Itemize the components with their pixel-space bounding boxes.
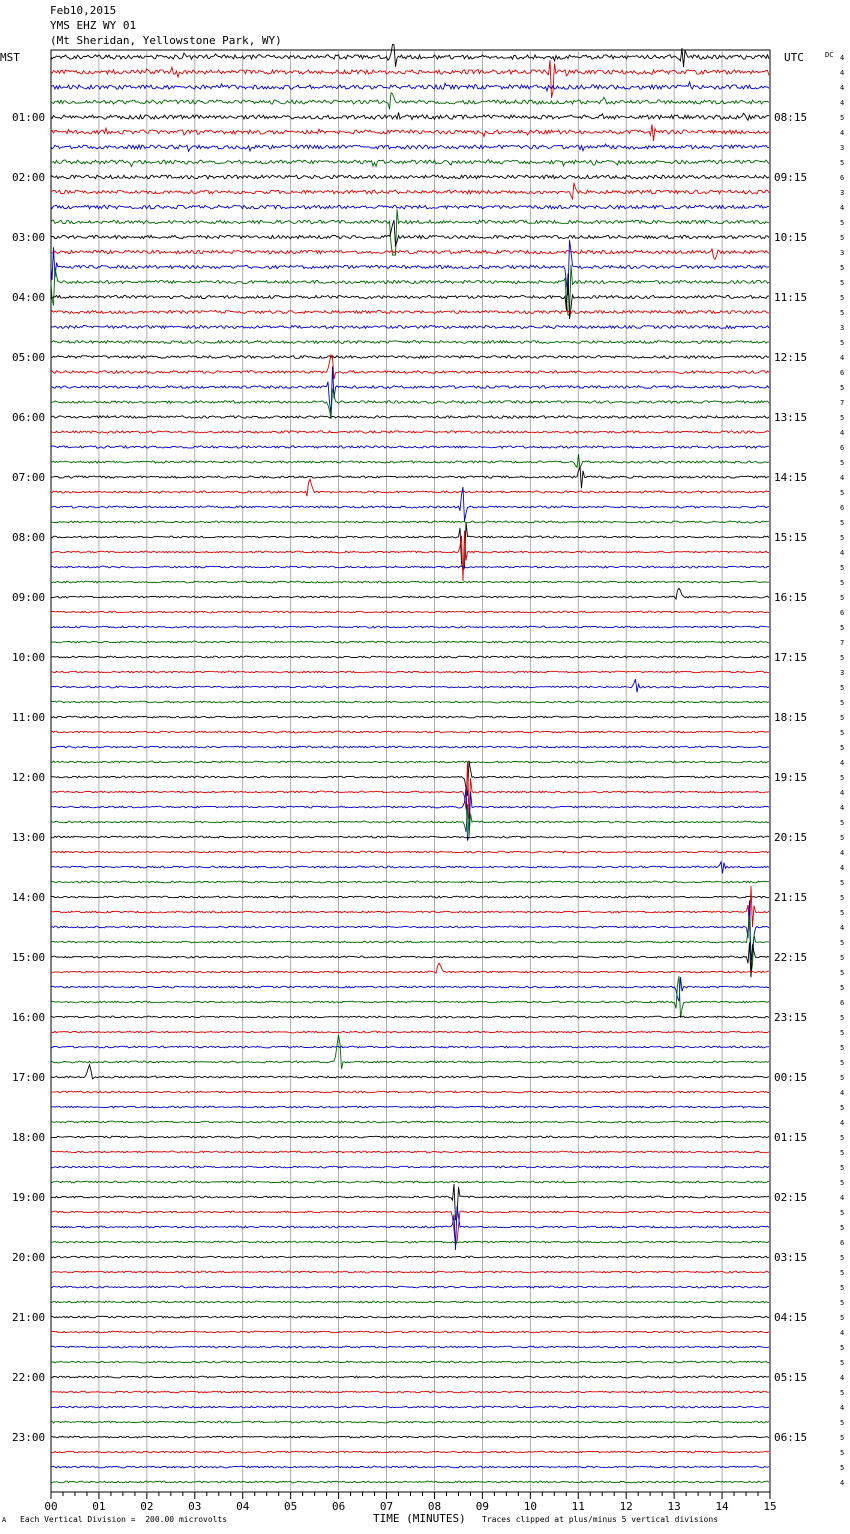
trace-offset-label: 5: [840, 879, 845, 887]
x-tick-label: 09: [475, 1500, 490, 1513]
left-hour-label: 21:00: [12, 1311, 46, 1324]
seismic-trace: [51, 1286, 769, 1288]
trace-offset-label: 5: [840, 1254, 845, 1262]
trace-offset-label: 5: [840, 624, 845, 632]
seismic-trace: [51, 531, 769, 581]
seismic-trace: [51, 389, 769, 419]
seismic-trace: [51, 93, 769, 109]
left-hour-label: 13:00: [12, 831, 46, 844]
trace-offset-label: 5: [840, 684, 845, 692]
trace-offset-label: 5: [840, 519, 845, 527]
seismic-trace: [51, 1211, 769, 1245]
seismic-trace: [51, 454, 769, 468]
seismic-trace: [51, 220, 769, 246]
seismic-trace: [51, 566, 769, 568]
seismic-trace: [51, 761, 769, 763]
right-hour-label: 11:15: [774, 291, 808, 304]
x-tick-label: 08: [427, 1500, 442, 1513]
x-tick-label: 12: [619, 1500, 633, 1513]
scale-note: Each Vertical Division = 200.00 microvolts: [20, 1515, 228, 1524]
trace-offset-label: 4: [840, 759, 845, 767]
left-hour-label: 02:00: [12, 171, 46, 184]
seismic-trace: [51, 862, 769, 873]
seismic-trace: [51, 836, 769, 838]
left-hour-label: 19:00: [12, 1191, 46, 1204]
trace-offset-label: 3: [840, 669, 845, 677]
left-hour-label: 06:00: [12, 411, 46, 424]
trace-offset-label: 6: [840, 174, 845, 182]
trace-offset-label: 6: [840, 444, 845, 452]
trace-offset-label: 7: [840, 639, 845, 647]
seismic-trace: [51, 144, 769, 151]
seismic-trace: [51, 1166, 769, 1168]
x-tick-label: 15: [763, 1500, 777, 1513]
trace-offset-label: 3: [840, 249, 845, 257]
seismic-trace: [51, 175, 769, 179]
x-tick-label: 07: [379, 1500, 394, 1513]
trace-offset-label: 5: [840, 1059, 845, 1067]
trace-offset-label: 5: [840, 1029, 845, 1037]
trace-offset-label: 5: [840, 459, 845, 467]
seismic-trace: [51, 1184, 769, 1220]
seismic-trace: [51, 1091, 769, 1093]
right-hour-label: 05:15: [774, 1371, 808, 1384]
trace-offset-label: 5: [840, 1314, 845, 1322]
seismic-trace: [51, 881, 769, 883]
trace-offset-label: 5: [840, 384, 845, 392]
trace-offset-label: 5: [840, 114, 845, 122]
right-hour-label: 14:15: [774, 471, 808, 484]
trace-offset-label: 5: [840, 234, 845, 242]
seismic-trace: [51, 762, 769, 820]
trace-offset-label: 6: [840, 504, 845, 512]
left-hour-label: 01:00: [12, 111, 46, 124]
x-tick-label: 02: [140, 1500, 154, 1513]
seismic-trace: [51, 731, 769, 733]
seismic-trace: [51, 977, 769, 1001]
seismic-trace: [51, 1241, 769, 1243]
trace-offset-label: 5: [840, 744, 845, 752]
trace-offset-label: 5: [840, 489, 845, 497]
right-hour-label: 09:15: [774, 171, 808, 184]
seismic-trace: [51, 209, 769, 255]
seismic-trace: [51, 1035, 769, 1069]
chart-location: (Mt Sheridan, Yellowstone Park, WY): [50, 34, 282, 47]
seismic-trace: [51, 1316, 769, 1318]
left-hour-label: 11:00: [12, 711, 46, 724]
seismic-trace: [51, 1046, 769, 1048]
seismic-trace: [51, 44, 769, 67]
trace-offset-label: 6: [840, 369, 845, 377]
trace-offset-label: 5: [840, 1449, 845, 1457]
seismic-trace: [51, 183, 769, 199]
seismic-trace: [51, 249, 769, 259]
trace-offset-label: 4: [840, 354, 845, 362]
right-hour-label: 20:15: [774, 831, 808, 844]
trace-offset-label: 4: [840, 99, 845, 107]
trace-offset-label: 4: [840, 1194, 845, 1202]
x-axis-label: TIME (MINUTES): [373, 1512, 466, 1525]
chart-date: Feb10,2015: [50, 4, 117, 17]
trace-offset-label: 5: [840, 1074, 845, 1082]
right-hour-label: 10:15: [774, 231, 808, 244]
trace-offset-label: 4: [840, 849, 845, 857]
trace-offset-label: 5: [840, 654, 845, 662]
trace-offset-label: 4: [840, 1374, 845, 1382]
right-hour-label: 17:15: [774, 651, 808, 664]
seismic-trace: [51, 522, 769, 570]
right-hour-label: 15:15: [774, 531, 808, 544]
seismic-trace: [51, 1436, 769, 1438]
trace-offset-label: 4: [840, 429, 845, 437]
seismic-trace: [51, 1346, 769, 1348]
trace-offset-label: 5: [840, 939, 845, 947]
seismic-trace: [51, 1331, 769, 1333]
left-hour-label: 08:00: [12, 531, 46, 544]
right-hour-label: 19:15: [774, 771, 808, 784]
trace-offset-label: 4: [840, 1404, 845, 1412]
trace-offset-label: 5: [840, 1389, 845, 1397]
seismic-trace: [51, 1391, 769, 1393]
trace-offset-label: 5: [840, 1434, 845, 1442]
trace-offset-label: 5: [840, 564, 845, 572]
right-hour-label: 08:15: [774, 111, 808, 124]
seismic-trace: [51, 679, 769, 692]
left-hour-label: 03:00: [12, 231, 46, 244]
seismic-trace: [51, 916, 769, 975]
trace-offset-label: 6: [840, 1239, 845, 1247]
left-hour-label: 10:00: [12, 651, 46, 664]
trace-offset-label: 5: [840, 834, 845, 842]
seismic-trace: [51, 641, 769, 643]
seismic-trace: [51, 976, 769, 1018]
seismic-trace: [51, 1406, 769, 1408]
right-hour-label: 21:15: [774, 891, 808, 904]
trace-offset-label: 4: [840, 204, 845, 212]
dc-label: DC: [825, 51, 834, 59]
trace-offset-label: 4: [840, 804, 845, 812]
trace-offset-label: 5: [840, 1419, 845, 1427]
seismic-trace: [51, 588, 769, 599]
seismic-trace: [51, 851, 769, 853]
x-tick-label: 11: [571, 1500, 585, 1513]
left-hour-label: 04:00: [12, 291, 46, 304]
trace-offset-label: 5: [840, 729, 845, 737]
right-hour-label: 00:15: [774, 1071, 808, 1084]
trace-offset-label: 5: [840, 1014, 845, 1022]
trace-offset-label: 4: [840, 129, 845, 137]
seismic-trace: [51, 1151, 769, 1153]
trace-offset-label: 3: [840, 144, 845, 152]
seismic-trace: [51, 611, 769, 613]
trace-offset-label: 3: [840, 324, 845, 332]
trace-offset-label: 5: [840, 1149, 845, 1157]
seismic-trace: [51, 355, 769, 379]
seismic-trace: [51, 160, 769, 167]
seismic-trace: [51, 1256, 769, 1258]
trace-offset-label: 5: [840, 294, 845, 302]
trace-offset-label: 5: [840, 909, 845, 917]
seismic-trace: [51, 356, 769, 359]
trace-offset-label: 4: [840, 84, 845, 92]
seismic-trace: [51, 1016, 769, 1018]
seismic-trace: [51, 124, 769, 141]
trace-offset-label: 4: [840, 474, 845, 482]
seismic-trace: [51, 1451, 769, 1453]
seismic-trace: [51, 1421, 769, 1423]
seismic-trace: [51, 804, 769, 837]
right-hour-label: 04:15: [774, 1311, 808, 1324]
trace-offset-label: 5: [840, 1104, 845, 1112]
trace-offset-label: 5: [840, 219, 845, 227]
left-hour-label: 22:00: [12, 1371, 46, 1384]
seismic-trace: [51, 761, 769, 796]
left-hour-label: 15:00: [12, 951, 46, 964]
trace-offset-label: 4: [840, 549, 845, 557]
left-hour-label: 09:00: [12, 591, 46, 604]
seismic-trace: [51, 1481, 769, 1483]
seismic-trace: [51, 82, 769, 91]
right-hour-label: 13:15: [774, 411, 808, 424]
left-hour-label: 16:00: [12, 1011, 46, 1024]
seismic-trace: [51, 1361, 769, 1363]
seismic-trace: [51, 1065, 769, 1079]
trace-offset-label: 5: [840, 264, 845, 272]
trace-offset-label: 5: [840, 534, 845, 542]
trace-offset-label: 4: [840, 1089, 845, 1097]
seismic-trace: [51, 1136, 769, 1138]
trace-offset-label: 5: [840, 954, 845, 962]
seismic-trace: [51, 671, 769, 673]
seismic-trace: [51, 1181, 769, 1183]
seismic-trace: [51, 240, 769, 295]
trace-offset-label: 5: [840, 984, 845, 992]
trace-offset-label: 5: [840, 894, 845, 902]
x-tick-label: 03: [188, 1500, 202, 1513]
seismic-trace: [51, 963, 769, 973]
trace-offset-label: 5: [840, 309, 845, 317]
left-hour-label: 23:00: [12, 1431, 46, 1444]
trace-offset-label: 4: [840, 1329, 845, 1337]
trace-offset-label: 5: [840, 414, 845, 422]
left-hour-label: 05:00: [12, 351, 46, 364]
seismic-trace: [51, 479, 769, 496]
trace-offset-label: 6: [840, 609, 845, 617]
trace-offset-label: 5: [840, 579, 845, 587]
trace-offset-label: 5: [840, 699, 845, 707]
seismic-trace: [51, 886, 769, 931]
seismic-trace: [51, 366, 769, 414]
seismic-trace: [51, 521, 769, 523]
left-hour-label: 07:00: [12, 471, 46, 484]
seismic-trace: [51, 112, 769, 120]
right-hour-label: 23:15: [774, 1011, 808, 1024]
trace-offset-label: 4: [840, 789, 845, 797]
seismic-trace: [51, 467, 769, 489]
seismic-trace: [51, 265, 769, 315]
right-hour-label: 18:15: [774, 711, 808, 724]
left-hour-label: 14:00: [12, 891, 46, 904]
right-hour-label: 01:15: [774, 1131, 808, 1144]
trace-offset-label: 5: [840, 1269, 845, 1277]
x-tick-label: 10: [523, 1500, 537, 1513]
seismic-trace: [51, 1121, 769, 1123]
left-hour-label: 20:00: [12, 1251, 46, 1264]
seismic-trace: [51, 900, 769, 960]
trace-offset-label: 5: [840, 1209, 845, 1217]
left-timezone-label: MST: [0, 51, 20, 64]
trace-offset-label: 5: [840, 594, 845, 602]
trace-offset-label: 5: [840, 1344, 845, 1352]
trace-offset-label: 5: [840, 819, 845, 827]
trace-offset-label: 5: [840, 1134, 845, 1142]
x-tick-label: 04: [236, 1500, 250, 1513]
x-tick-label: 14: [715, 1500, 729, 1513]
trace-offset-label: 5: [840, 1359, 845, 1367]
trace-offset-label: 5: [840, 1224, 845, 1232]
right-hour-label: 02:15: [774, 1191, 808, 1204]
trace-offset-label: 5: [840, 1044, 845, 1052]
seismic-trace: [51, 1301, 769, 1303]
trace-offset-label: 5: [840, 774, 845, 782]
x-tick-label: 01: [92, 1500, 106, 1513]
seismic-trace: [51, 1466, 769, 1468]
trace-offset-label: 4: [840, 54, 845, 62]
seismic-trace: [51, 896, 769, 898]
seismic-trace: [51, 1271, 769, 1273]
seismic-trace: [51, 416, 769, 418]
trace-offset-label: 4: [840, 1479, 845, 1487]
seismic-trace: [51, 701, 769, 703]
trace-offset-label: 6: [840, 999, 845, 1007]
trace-offset-label: 5: [840, 1284, 845, 1292]
right-hour-label: 06:15: [774, 1431, 808, 1444]
corner-mark: A: [2, 1516, 7, 1524]
right-hour-label: 03:15: [774, 1251, 808, 1264]
seismic-trace: [51, 746, 769, 748]
seismic-trace: [51, 656, 769, 658]
seismic-trace: [51, 788, 769, 840]
right-timezone-label: UTC: [784, 51, 804, 64]
trace-offset-label: 4: [840, 864, 845, 872]
trace-offset-label: 4: [840, 69, 845, 77]
trace-offset-label: 5: [840, 1464, 845, 1472]
seismic-trace: [51, 1106, 769, 1108]
left-hour-label: 12:00: [12, 771, 46, 784]
trace-offset-label: 7: [840, 399, 845, 407]
trace-offset-label: 5: [840, 1179, 845, 1187]
seismic-trace: [51, 60, 769, 98]
left-hour-label: 17:00: [12, 1071, 46, 1084]
x-tick-label: 06: [331, 1500, 346, 1513]
trace-offset-label: 5: [840, 1164, 845, 1172]
trace-offset-label: 4: [840, 1119, 845, 1127]
trace-offset-label: 5: [840, 714, 845, 722]
trace-offset-label: 5: [840, 159, 845, 167]
trace-offset-label: 5: [840, 279, 845, 287]
right-hour-label: 16:15: [774, 591, 808, 604]
seismic-trace: [51, 1031, 769, 1033]
seismic-trace: [51, 341, 769, 344]
trace-offset-label: 5: [840, 339, 845, 347]
trace-offset-label: 3: [840, 189, 845, 197]
seismic-trace: [51, 1376, 769, 1378]
trace-offset-label: 5: [840, 1299, 845, 1307]
seismic-trace: [51, 311, 769, 314]
seismic-trace: [51, 446, 769, 448]
seismic-trace: [51, 626, 769, 628]
right-hour-label: 12:15: [774, 351, 808, 364]
x-tick-label: 05: [284, 1500, 298, 1513]
chart-station: YMS EHZ WY 01: [50, 19, 137, 32]
seismic-trace: [51, 205, 769, 209]
left-hour-label: 18:00: [12, 1131, 46, 1144]
seismic-trace: [51, 716, 769, 718]
seismic-trace: [51, 431, 769, 433]
seismic-trace: [51, 581, 769, 583]
right-hour-label: 22:15: [774, 951, 808, 964]
seismic-trace: [51, 326, 769, 329]
clip-note: Traces clipped at plus/minus 5 vertical divisions: [482, 1515, 719, 1524]
trace-offset-label: 5: [840, 969, 845, 977]
trace-offset-label: 4: [840, 924, 845, 932]
x-tick-label: 00: [44, 1500, 58, 1513]
x-tick-label: 13: [667, 1500, 681, 1513]
